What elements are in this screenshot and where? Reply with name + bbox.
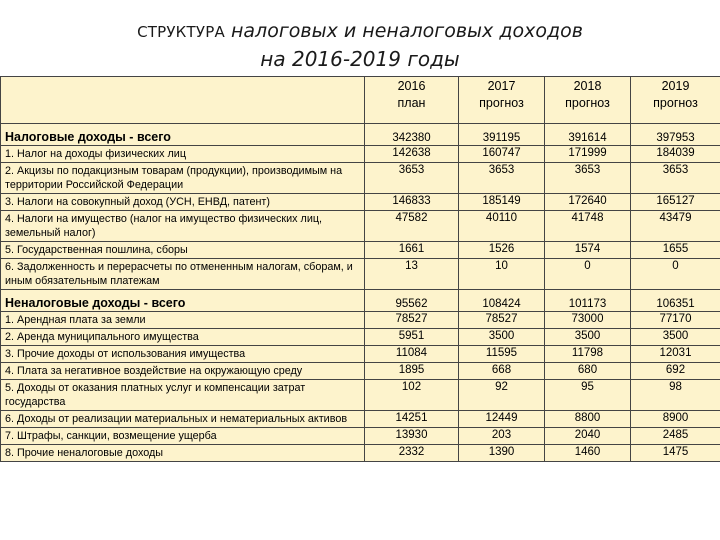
header-2018 bbox=[545, 77, 631, 124]
header-note: прогноз bbox=[479, 96, 524, 110]
value-cell: 1390 bbox=[459, 445, 545, 462]
value-cell: 102 bbox=[365, 380, 459, 411]
table-row bbox=[1, 411, 720, 428]
value-cell: 47582 bbox=[365, 211, 459, 242]
value-cell: 3653 bbox=[631, 163, 720, 194]
table-row bbox=[1, 242, 720, 259]
header-year: 2018 bbox=[573, 79, 602, 93]
header-2017 bbox=[459, 77, 545, 124]
value-cell: 391614 bbox=[545, 124, 631, 146]
value-cell: 92 bbox=[459, 380, 545, 411]
value-cell: 11595 bbox=[459, 346, 545, 363]
header-note: прогноз bbox=[565, 96, 610, 110]
value-cell: 0 bbox=[631, 259, 720, 290]
value-cell: 3653 bbox=[459, 163, 545, 194]
row-label: Налоговые доходы - всего bbox=[1, 124, 365, 146]
value-cell: 1460 bbox=[545, 445, 631, 462]
value-cell: 203 bbox=[459, 428, 545, 445]
value-cell: 101173 bbox=[545, 290, 631, 312]
row-label: 8. Прочие неналоговые доходы bbox=[1, 445, 365, 462]
value-cell: 668 bbox=[459, 363, 545, 380]
table-row bbox=[1, 194, 720, 211]
value-cell: 78527 bbox=[459, 312, 545, 329]
value-cell: 1574 bbox=[545, 242, 631, 259]
row-label: 2. Аренда муниципального имущества bbox=[1, 329, 365, 346]
value-cell: 2040 bbox=[545, 428, 631, 445]
value-cell: 391195 bbox=[459, 124, 545, 146]
header-2019 bbox=[631, 77, 720, 124]
table-total-row bbox=[1, 124, 720, 146]
value-cell: 692 bbox=[631, 363, 720, 380]
value-cell: 10 bbox=[459, 259, 545, 290]
value-cell: 13 bbox=[365, 259, 459, 290]
value-cell: 73000 bbox=[545, 312, 631, 329]
header-year: 2019 bbox=[661, 79, 690, 93]
row-label: 7. Штрафы, санкции, возмещение ущерба bbox=[1, 428, 365, 445]
value-cell: 3500 bbox=[631, 329, 720, 346]
value-cell: 1895 bbox=[365, 363, 459, 380]
value-cell: 12449 bbox=[459, 411, 545, 428]
table-row bbox=[1, 346, 720, 363]
row-label: 5. Доходы от оказания платных услуг и компенсации затрат государства bbox=[1, 380, 365, 411]
table-row bbox=[1, 146, 720, 163]
value-cell: 397953 bbox=[631, 124, 720, 146]
value-cell: 3500 bbox=[459, 329, 545, 346]
value-cell: 1475 bbox=[631, 445, 720, 462]
value-cell: 12031 bbox=[631, 346, 720, 363]
header-2016 bbox=[365, 77, 459, 124]
value-cell: 1661 bbox=[365, 242, 459, 259]
row-label: 1. Налог на доходы физических лиц bbox=[1, 146, 365, 163]
value-cell: 184039 bbox=[631, 146, 720, 163]
value-cell: 43479 bbox=[631, 211, 720, 242]
value-cell: 1526 bbox=[459, 242, 545, 259]
value-cell: 171999 bbox=[545, 146, 631, 163]
header-year: 2016 bbox=[397, 79, 426, 93]
value-cell: 0 bbox=[545, 259, 631, 290]
row-label: 6. Задолженность и перерасчеты по отмененным налогам, сборам, и иным обязательным платежам bbox=[1, 259, 365, 290]
row-label: 5. Государственная пошлина, сборы bbox=[1, 242, 365, 259]
table-row bbox=[1, 259, 720, 290]
table-row bbox=[1, 363, 720, 380]
table-row bbox=[1, 312, 720, 329]
header-empty-cell bbox=[1, 77, 365, 124]
value-cell: 680 bbox=[545, 363, 631, 380]
value-cell: 142638 bbox=[365, 146, 459, 163]
page-title-line-1 bbox=[0, 20, 720, 42]
value-cell: 3653 bbox=[545, 163, 631, 194]
row-label: 2. Акцизы по подакцизным товарам (продукции), производимым на территории Российской Федерации bbox=[1, 163, 365, 194]
value-cell: 3653 bbox=[365, 163, 459, 194]
value-cell: 2485 bbox=[631, 428, 720, 445]
value-cell: 98 bbox=[631, 380, 720, 411]
table-row bbox=[1, 211, 720, 242]
value-cell: 40110 bbox=[459, 211, 545, 242]
value-cell: 2332 bbox=[365, 445, 459, 462]
value-cell: 1655 bbox=[631, 242, 720, 259]
header-row bbox=[1, 77, 720, 124]
value-cell: 106351 bbox=[631, 290, 720, 312]
value-cell: 8800 bbox=[545, 411, 631, 428]
value-cell: 11084 bbox=[365, 346, 459, 363]
value-cell: 95 bbox=[545, 380, 631, 411]
value-cell: 13930 bbox=[365, 428, 459, 445]
header-note: прогноз bbox=[653, 96, 698, 110]
page-title-line-2: на 2016-2019 годы bbox=[260, 47, 460, 71]
value-cell: 342380 bbox=[365, 124, 459, 146]
value-cell: 77170 bbox=[631, 312, 720, 329]
table-body bbox=[1, 124, 720, 462]
value-cell: 41748 bbox=[545, 211, 631, 242]
value-cell: 165127 bbox=[631, 194, 720, 211]
value-cell: 108424 bbox=[459, 290, 545, 312]
table-row bbox=[1, 428, 720, 445]
value-cell: 146833 bbox=[365, 194, 459, 211]
row-label: 4. Плата за негативное воздействие на окружающую среду bbox=[1, 363, 365, 380]
table-row bbox=[1, 445, 720, 462]
value-cell: 160747 bbox=[459, 146, 545, 163]
value-cell: 78527 bbox=[365, 312, 459, 329]
row-label: 1. Арендная плата за земли bbox=[1, 312, 365, 329]
header-note: план bbox=[397, 96, 426, 110]
row-label: Неналоговые доходы - всего bbox=[1, 290, 365, 312]
title-rest: налоговых и неналоговых доходов bbox=[224, 20, 583, 42]
value-cell: 11798 bbox=[545, 346, 631, 363]
value-cell: 14251 bbox=[365, 411, 459, 428]
title-prefix: СТРУКТУРА bbox=[137, 23, 225, 41]
value-cell: 95562 bbox=[365, 290, 459, 312]
header-year: 2017 bbox=[487, 79, 516, 93]
table-total-row bbox=[1, 290, 720, 312]
row-label: 4. Налоги на имущество (налог на имущество физических лиц, земельный налог) bbox=[1, 211, 365, 242]
table-row bbox=[1, 163, 720, 194]
value-cell: 5951 bbox=[365, 329, 459, 346]
table-row bbox=[1, 380, 720, 411]
row-label: 6. Доходы от реализации материальных и нематериальных активов bbox=[1, 411, 365, 428]
table-row bbox=[1, 329, 720, 346]
value-cell: 172640 bbox=[545, 194, 631, 211]
revenue-table bbox=[0, 76, 720, 462]
value-cell: 185149 bbox=[459, 194, 545, 211]
row-label: 3. Прочие доходы от использования имущества bbox=[1, 346, 365, 363]
value-cell: 3500 bbox=[545, 329, 631, 346]
row-label: 3. Налоги на совокупный доход (УСН, ЕНВД, патент) bbox=[1, 194, 365, 211]
value-cell: 8900 bbox=[631, 411, 720, 428]
